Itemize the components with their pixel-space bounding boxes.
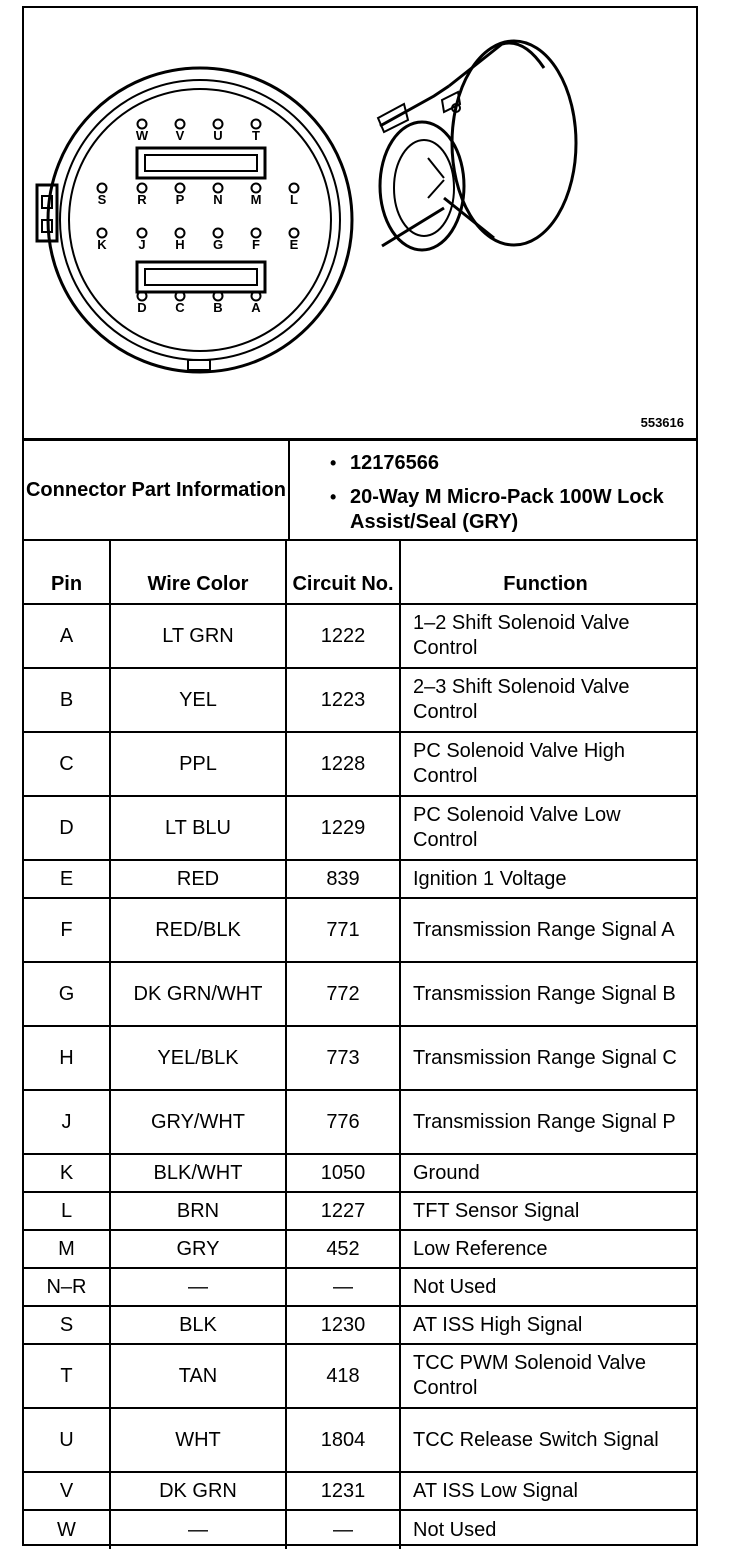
pin-label: G	[212, 237, 224, 252]
circuit-cell: 1222	[287, 605, 401, 667]
pin-cell: S	[24, 1307, 111, 1343]
connector-side-view	[378, 41, 576, 250]
pin-label: J	[138, 237, 146, 252]
pin-cell: U	[24, 1409, 111, 1471]
table-row	[24, 1193, 696, 1231]
function-cell: 1–2 Shift Solenoid Valve Control	[413, 612, 630, 659]
function-cell: AT ISS High Signal	[413, 1313, 583, 1336]
wire-color-cell: DK GRN	[111, 1473, 287, 1509]
circuit-cell: 839	[287, 861, 401, 897]
table-row	[24, 1027, 696, 1091]
table-header-row	[24, 541, 696, 605]
pin-label: R	[137, 192, 147, 207]
circuit-cell: 1227	[287, 1193, 401, 1229]
connector-description: 20-Way M Micro-Pack 100W Lock Assist/Seal (GRY)	[350, 486, 664, 533]
pin-label: T	[252, 128, 260, 143]
pin-cell: W	[24, 1511, 111, 1549]
table-row	[24, 861, 696, 899]
connector-figure	[24, 8, 696, 441]
pin-cell: M	[24, 1231, 111, 1267]
wire-color-cell: —	[111, 1511, 287, 1549]
table-row	[24, 669, 696, 733]
table-row	[24, 1511, 696, 1549]
pin-label: W	[135, 128, 149, 143]
connector-info-label: Connector Part Information	[24, 441, 290, 539]
table-row	[24, 1307, 696, 1345]
connector-info-header	[24, 441, 696, 541]
column-header-wire-color: Wire Color	[111, 541, 287, 603]
table-row	[24, 963, 696, 1027]
function-cell: Not Used	[413, 1275, 497, 1298]
pin-cell: C	[24, 733, 111, 795]
pin-label: E	[289, 237, 299, 252]
circuit-cell: 1229	[287, 797, 401, 859]
function-cell: Transmission Range Signal B	[413, 982, 676, 1005]
wire-color-cell: WHT	[111, 1409, 287, 1471]
pin-cell: J	[24, 1091, 111, 1153]
wire-color-cell: —	[111, 1269, 287, 1305]
circuit-cell: 1231	[287, 1473, 401, 1509]
pin-cell: A	[24, 605, 111, 667]
function-cell: Ground	[413, 1161, 480, 1184]
table-row	[24, 1091, 696, 1155]
connector-info-values	[290, 441, 696, 539]
circuit-cell: 773	[287, 1027, 401, 1089]
function-cell: Transmission Range Signal C	[413, 1046, 677, 1069]
column-header-circuit: Circuit No.	[287, 541, 401, 603]
wire-color-cell: RED/BLK	[111, 899, 287, 961]
pin-label: A	[251, 300, 261, 315]
pin-label: K	[97, 237, 107, 252]
wire-color-cell: DK GRN/WHT	[111, 963, 287, 1025]
wire-color-cell: YEL	[111, 669, 287, 731]
pin-cell: D	[24, 797, 111, 859]
pin-label: L	[290, 192, 298, 207]
pin-cell: E	[24, 861, 111, 897]
connector-document	[22, 6, 698, 1546]
circuit-cell: 1228	[287, 733, 401, 795]
pin-cell: T	[24, 1345, 111, 1407]
function-cell: Not Used	[413, 1518, 497, 1541]
wire-color-cell: LT GRN	[111, 605, 287, 667]
table-row	[24, 1345, 696, 1409]
function-cell: PC Solenoid Valve High Control	[413, 740, 625, 787]
table-row	[24, 899, 696, 963]
function-cell: AT ISS Low Signal	[413, 1479, 578, 1502]
circuit-cell: 1223	[287, 669, 401, 731]
pin-label: B	[213, 300, 223, 315]
function-cell: TCC Release Switch Signal	[413, 1428, 659, 1451]
pin-label: H	[175, 237, 185, 252]
wire-color-cell: RED	[111, 861, 287, 897]
circuit-cell: 772	[287, 963, 401, 1025]
wire-color-cell: BLK	[111, 1307, 287, 1343]
circuit-cell: 1804	[287, 1409, 401, 1471]
pin-cell: N–R	[24, 1269, 111, 1305]
table-row	[24, 797, 696, 861]
wire-color-cell: GRY/WHT	[111, 1091, 287, 1153]
pin-cell: F	[24, 899, 111, 961]
pin-cell: B	[24, 669, 111, 731]
pin-cell: V	[24, 1473, 111, 1509]
function-cell: Low Reference	[413, 1237, 548, 1260]
wire-color-cell: BLK/WHT	[111, 1155, 287, 1191]
wire-color-cell: GRY	[111, 1231, 287, 1267]
pin-cell: H	[24, 1027, 111, 1089]
pin-label: F	[252, 237, 260, 252]
function-cell: Ignition 1 Voltage	[413, 867, 567, 890]
part-number: 12176566	[350, 452, 439, 474]
table-row	[24, 605, 696, 669]
function-cell: 2–3 Shift Solenoid Valve Control	[413, 676, 630, 723]
wire-color-cell: TAN	[111, 1345, 287, 1407]
wire-color-cell: LT BLU	[111, 797, 287, 859]
function-cell: PC Solenoid Valve Low Control	[413, 804, 621, 851]
wire-color-cell: PPL	[111, 733, 287, 795]
circuit-cell: —	[287, 1511, 401, 1549]
circuit-cell: 1050	[287, 1155, 401, 1191]
figure-id: 553616	[640, 415, 684, 430]
bullet: •	[330, 487, 337, 507]
pin-cell: L	[24, 1193, 111, 1229]
connector-face-view	[37, 68, 352, 372]
pin-cell: K	[24, 1155, 111, 1191]
pin-label: C	[175, 300, 185, 315]
wire-color-cell: YEL/BLK	[111, 1027, 287, 1089]
pin-label: N	[213, 192, 223, 207]
wire-color-cell: BRN	[111, 1193, 287, 1229]
column-header-pin: Pin	[24, 541, 111, 603]
function-cell: TFT Sensor Signal	[413, 1199, 580, 1222]
function-cell: Transmission Range Signal P	[413, 1110, 676, 1133]
pin-label: V	[175, 128, 185, 143]
table-row	[24, 1231, 696, 1269]
pin-label: U	[213, 128, 223, 143]
bullet: •	[330, 453, 337, 473]
table-row	[24, 1409, 696, 1473]
connector-diagram	[24, 8, 696, 438]
pin-label: M	[250, 192, 262, 207]
pin-label: D	[137, 300, 147, 315]
function-cell: TCC PWM Solenoid Valve Control	[413, 1352, 647, 1399]
circuit-cell: 776	[287, 1091, 401, 1153]
pin-cell: G	[24, 963, 111, 1025]
circuit-cell: 1230	[287, 1307, 401, 1343]
function-cell: Transmission Range Signal A	[413, 918, 675, 941]
table-row	[24, 733, 696, 797]
circuit-cell: 452	[287, 1231, 401, 1267]
table-row	[24, 1269, 696, 1307]
pin-label: S	[97, 192, 107, 207]
column-header-function: Function	[503, 573, 588, 595]
table-row	[24, 1473, 696, 1511]
circuit-cell: 771	[287, 899, 401, 961]
table-row	[24, 1155, 696, 1193]
circuit-cell: 418	[287, 1345, 401, 1407]
circuit-cell: —	[287, 1269, 401, 1305]
pin-label: P	[175, 192, 185, 207]
